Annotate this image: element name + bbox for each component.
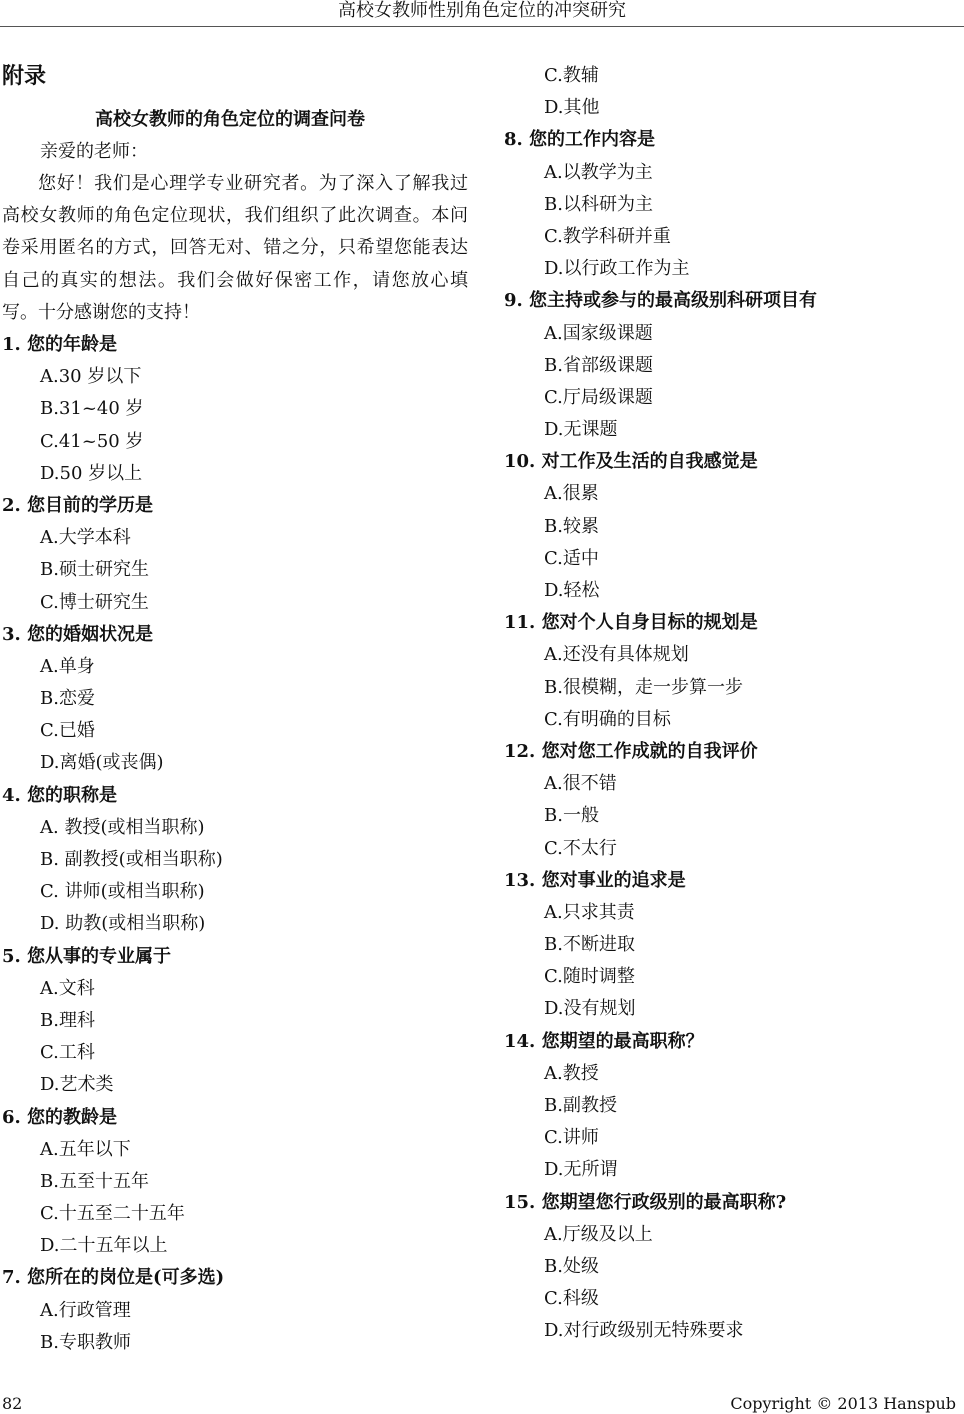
question-left_questions-1: 2. 您目前的学历是 xyxy=(2,494,154,516)
option-left_questions-4-1: B.理科 xyxy=(40,1009,95,1031)
question-right_questions-0: 8. 您的工作内容是 xyxy=(504,129,656,151)
continuation-options xyxy=(504,60,964,124)
question-right_questions-7: 15. 您期望您行政级别的最高职称? xyxy=(504,1191,787,1213)
left-questions xyxy=(2,329,468,1359)
option-right_questions-7-0: A.厅级及以上 xyxy=(544,1223,653,1245)
option-left_questions-6-1: B.专职教师 xyxy=(40,1331,131,1353)
option-left_questions-5-1: B.五至十五年 xyxy=(40,1170,149,1192)
option-right_questions-4-0: A.很不错 xyxy=(544,773,617,795)
option-left_questions-1-1: B.硕士研究生 xyxy=(40,559,149,581)
question-right_questions-6: 14. 您期望的最高职称？ xyxy=(504,1030,704,1052)
option-left_questions-2-2: C.已婚 xyxy=(40,720,95,742)
intro-paragraph: 您好！我们是心理学专业研究者。为了深入了解我过高校女教师的角色定位现状，我们组织了此次调查。本问卷采用匿名的方式，回答无对、错之分，只希望您能表达自己的真实的想法。我们会做好保密工作，请您放心填写。十分感谢您的支持！ xyxy=(2,173,468,323)
option-right_questions-5-2: C.随时调整 xyxy=(544,966,635,988)
option-right_questions-0-3: D.以行政工作为主 xyxy=(544,258,690,280)
option-right_questions-2-1: B.较累 xyxy=(544,515,599,537)
option-right_questions-1-2: C.厅局级课题 xyxy=(544,386,653,408)
option-left_questions-3-3: D. 助教(或相当职称) xyxy=(40,913,206,935)
question-left_questions-6: 7. 您所在的岗位是(可多选) xyxy=(2,1267,225,1289)
option-right_questions-1-3: D.无课题 xyxy=(544,419,618,441)
option-right_questions-2-0: A.很累 xyxy=(544,483,599,505)
option-left_questions-1-0: A.大学本科 xyxy=(40,527,131,549)
option-right_questions-3-1: B.很模糊，走一步算一步 xyxy=(544,676,743,698)
option-right_questions-6-2: C.讲师 xyxy=(544,1127,599,1149)
greeting: 亲爱的老师： xyxy=(40,141,148,162)
option-right_questions-4-1: B.一般 xyxy=(544,805,599,827)
option-left_questions-2-1: B.恋爱 xyxy=(40,688,95,710)
right-column xyxy=(504,60,964,1348)
option-left_questions-0-1: B.31~40 岁 xyxy=(40,398,144,420)
question-right_questions-5: 13. 您对事业的追求是 xyxy=(504,869,686,891)
question-left_questions-3: 4. 您的职称是 xyxy=(2,784,118,806)
option-right_questions-7-3: D.对行政级别无特殊要求 xyxy=(544,1320,744,1342)
option-right_questions-1-0: A.国家级课题 xyxy=(544,322,653,344)
option-right_questions-5-1: B.不断进取 xyxy=(544,934,635,956)
option-left_questions-4-3: D.艺术类 xyxy=(40,1074,114,1096)
option-right_questions-6-3: D.无所谓 xyxy=(544,1159,618,1181)
option-left_questions-5-0: A.五年以下 xyxy=(40,1138,131,1160)
option-left_questions-3-1: B. 副教授(或相当职称) xyxy=(40,849,223,871)
option-right_questions-3-2: C.有明确的目标 xyxy=(544,708,671,730)
option-left_questions-5-2: C.十五至二十五年 xyxy=(40,1203,185,1225)
option-left_questions-5-3: D.二十五年以上 xyxy=(40,1235,168,1257)
option-left_questions-4-2: C.工科 xyxy=(40,1042,95,1064)
option-left_questions-2-0: A.单身 xyxy=(40,655,95,677)
option-continuation-1: D.其他 xyxy=(544,97,600,119)
option-right_questions-0-2: C.教学科研并重 xyxy=(544,225,671,247)
option-continuation-0: C.教辅 xyxy=(544,65,599,86)
survey-title: 高校女教师的角色定位的调查问卷 xyxy=(95,109,365,130)
option-right_questions-5-3: D.没有规划 xyxy=(544,998,636,1020)
question-left_questions-4: 5. 您从事的专业属于 xyxy=(2,945,172,967)
option-left_questions-4-0: A.文科 xyxy=(40,977,95,999)
option-right_questions-7-2: C.科级 xyxy=(544,1288,599,1310)
option-right_questions-1-1: B.省部级课题 xyxy=(544,354,653,376)
question-left_questions-2: 3. 您的婚姻状况是 xyxy=(2,623,154,645)
option-left_questions-3-2: C. 讲师(或相当职称) xyxy=(40,881,205,903)
option-right_questions-2-2: C.适中 xyxy=(544,547,599,569)
question-left_questions-5: 6. 您的教龄是 xyxy=(2,1106,118,1128)
option-left_questions-1-2: C.博士研究生 xyxy=(40,591,149,613)
page-number: 82 xyxy=(2,1394,23,1413)
option-right_questions-3-0: A.还没有具体规划 xyxy=(544,644,689,666)
appendix-heading: 附录 xyxy=(2,63,47,89)
option-left_questions-0-2: C.41~50 岁 xyxy=(40,430,144,452)
question-right_questions-2: 10. 对工作及生活的自我感觉是 xyxy=(504,451,758,473)
option-left_questions-2-3: D.离婚(或丧偶) xyxy=(40,752,164,774)
option-right_questions-0-0: A.以教学为主 xyxy=(544,161,653,183)
question-right_questions-4: 12. 您对您工作成就的自我评价 xyxy=(504,740,758,762)
option-right_questions-5-0: A.只求其责 xyxy=(544,901,635,923)
option-right_questions-7-1: B.处级 xyxy=(544,1255,599,1277)
option-right_questions-6-0: A.教授 xyxy=(544,1062,599,1084)
running-header: 高校女教师性别角色定位的冲突研究 xyxy=(338,0,626,21)
header-rule xyxy=(0,26,964,27)
left-column xyxy=(2,56,468,1359)
option-left_questions-0-3: D.50 岁以上 xyxy=(40,462,143,484)
question-right_questions-1: 9. 您主持或参与的最高级别科研项目有 xyxy=(504,290,818,312)
option-right_questions-2-3: D.轻松 xyxy=(544,580,600,601)
question-right_questions-3: 11. 您对个人自身目标的规划是 xyxy=(504,612,758,634)
option-right_questions-4-2: C.不太行 xyxy=(544,837,617,859)
copyright: Copyright © 2013 Hanspub xyxy=(730,1394,956,1413)
option-left_questions-6-0: A.行政管理 xyxy=(40,1299,131,1321)
question-left_questions-0: 1. 您的年龄是 xyxy=(2,334,118,356)
option-right_questions-0-1: B.以科研为主 xyxy=(544,193,653,215)
option-left_questions-0-0: A.30 岁以下 xyxy=(40,366,142,388)
option-left_questions-3-0: A. 教授(或相当职称) xyxy=(40,816,205,838)
right-questions xyxy=(504,124,964,1347)
option-right_questions-6-1: B.副教授 xyxy=(544,1095,617,1116)
